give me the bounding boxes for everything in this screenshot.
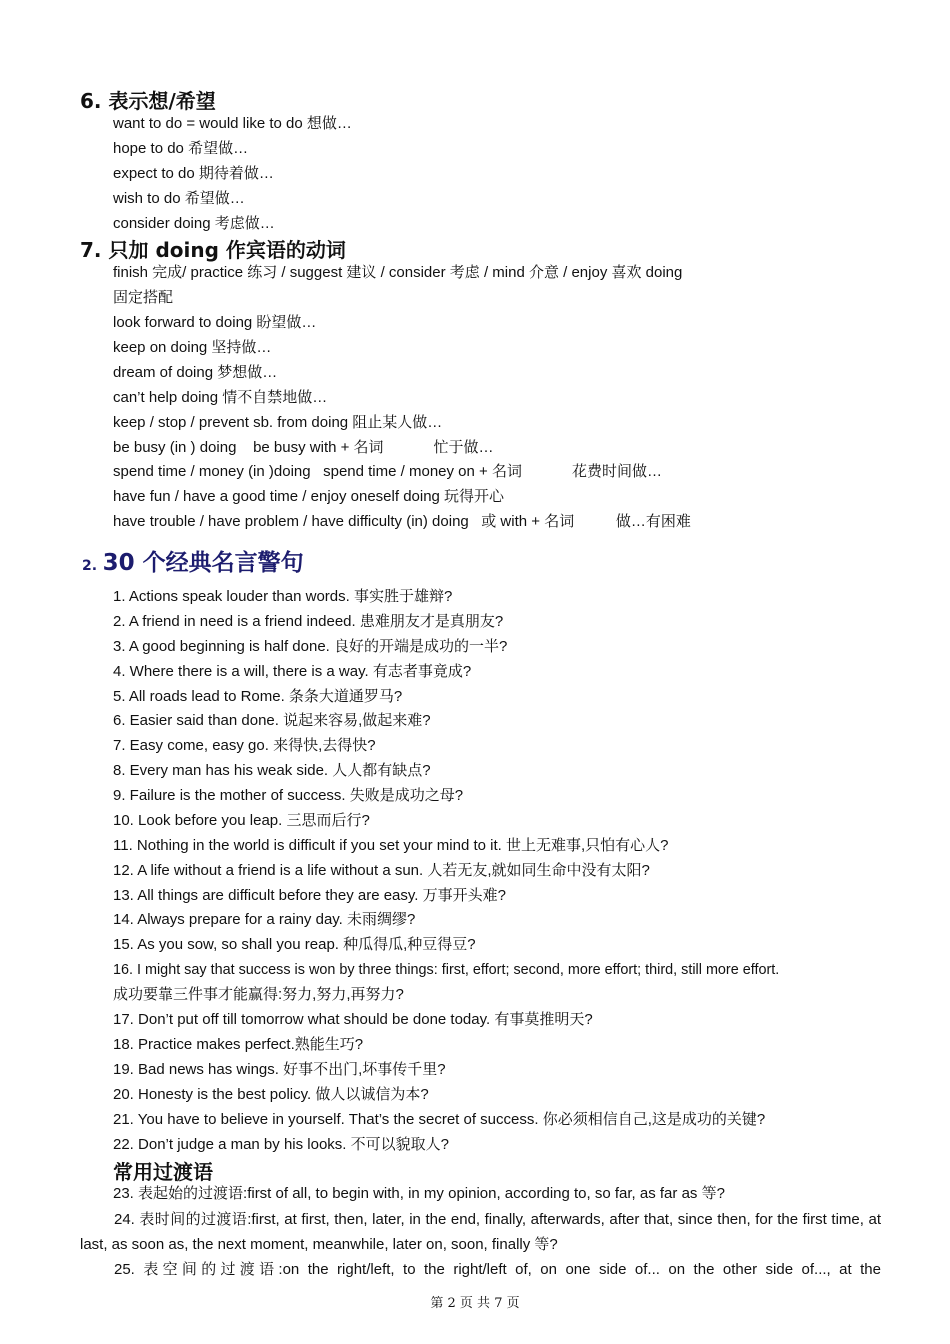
- quote-item: 5. All roads lead to Rome. 条条大道通罗马?: [113, 688, 403, 705]
- transition-item: 25. 表空间的过渡语:on the right/left, to the right/left of, on one side of... on the other side of..., at the: [114, 1261, 881, 1278]
- section-7-heading: 7. 只加 doing 作宾语的动词: [80, 238, 346, 262]
- quote-item: 成功要靠三件事才能赢得:努力,努力,再努力?: [113, 986, 404, 1003]
- quote-item: 3. A good beginning is half done. 良好的开端是成功的一半?: [113, 638, 508, 655]
- transitions-heading: 常用过渡语: [113, 1160, 213, 1184]
- quote-item: 17. Don’t put off till tomorrow what should be done today. 有事莫推明天?: [113, 1011, 593, 1028]
- quote-item: 6. Easier said than done. 说起来容易,做起来难?: [113, 712, 431, 729]
- section-7-line: be busy (in ) doing be busy with + 名词 忙于做…: [113, 439, 494, 456]
- quotes-section-title: 30 个经典名言警句: [102, 550, 304, 576]
- quote-item: 4. Where there is a will, there is a way. 有志者事竟成?: [113, 663, 472, 680]
- section-6-line: expect to do 期待着做…: [113, 165, 274, 182]
- quote-item: 8. Every man has his weak side. 人人都有缺点?: [113, 762, 431, 779]
- quotes-section-heading: [82, 544, 304, 577]
- quote-item: 20. Honesty is the best policy. 做人以诚信为本?: [113, 1086, 429, 1103]
- section-7-line: can’t help doing 情不自禁地做…: [113, 389, 328, 406]
- section-7-line: keep / stop / prevent sb. from doing 阻止某人做…: [113, 414, 443, 431]
- section-7-line: dream of doing 梦想做…: [113, 364, 278, 381]
- section-6-line: hope to do 希望做…: [113, 140, 249, 157]
- quote-item: 7. Easy come, easy go. 来得快,去得快?: [113, 737, 376, 754]
- quote-item: 18. Practice makes perfect.熟能生巧?: [113, 1036, 364, 1053]
- section-7-line: have trouble / have problem / have difficulty (in) doing 或 with + 名词 做…有困难: [113, 513, 691, 530]
- transition-item: 24. 表时间的过渡语:first, at first, then, later, in the end, finally, afterwards, after that, since then, for the first time, at last, as soon as, the next moment, meanwhile, later on, soon, finally 等?: [80, 1211, 881, 1253]
- section-6-line: consider doing 考虑做…: [113, 215, 275, 232]
- quote-item: 10. Look before you leap. 三思而后行?: [113, 812, 370, 829]
- section-7-line: finish 完成/ practice 练习 / suggest 建议 / consider 考虑 / mind 介意 / enjoy 喜欢 doing: [113, 264, 683, 281]
- section-7-line: spend time / money (in )doing spend time / money on + 名词 花费时间做…: [113, 463, 662, 480]
- quote-item: 2. A friend in need is a friend indeed. 患难朋友才是真朋友?: [113, 613, 504, 630]
- quote-item: 9. Failure is the mother of success. 失败是成功之母?: [113, 787, 464, 804]
- quote-item: 1. Actions speak louder than words. 事实胜于雄辩?: [113, 588, 453, 605]
- section-7-line: 固定搭配: [113, 289, 174, 306]
- quote-item: 11. Nothing in the world is difficult if you set your mind to it. 世上无难事,只怕有心人?: [113, 837, 669, 854]
- quote-item: 12. A life without a friend is a life without a sun. 人若无友,就如同生命中没有太阳?: [113, 862, 650, 879]
- quote-item: 16. I might say that success is won by three things: first, effort; second, more effort; third, still more effort.: [113, 962, 780, 978]
- section-7-line: look forward to doing 盼望做…: [113, 314, 317, 331]
- section-7-line: keep on doing 坚持做…: [113, 339, 272, 356]
- quote-item: 13. All things are difficult before they are easy. 万事开头难?: [113, 887, 506, 904]
- quote-item: 14. Always prepare for a rainy day. 未雨绸缪?: [113, 911, 416, 928]
- quote-item: 19. Bad news has wings. 好事不出门,坏事传千里?: [113, 1061, 446, 1078]
- quotes-section-number: 2.: [82, 558, 98, 574]
- section-6-heading: 6. 表示想/希望: [80, 89, 216, 113]
- quote-item: 15. As you sow, so shall you reap. 种瓜得瓜,种豆得豆?: [113, 936, 476, 953]
- quote-item: 21. You have to believe in yourself. That’s the secret of success. 你必须相信自己,这是成功的关键?: [113, 1111, 766, 1128]
- page-footer: 第 2 页 共 7 页: [430, 1296, 520, 1311]
- quote-item: 22. Don’t judge a man by his looks. 不可以貌取人?: [113, 1136, 449, 1153]
- section-6-line: want to do = would like to do 想做…: [113, 115, 352, 132]
- transition-item: 23. 表起始的过渡语:first of all, to begin with, in my opinion, according to, so far, as far as 等?: [113, 1185, 725, 1202]
- section-6-line: wish to do 希望做…: [113, 190, 245, 207]
- section-7-line: have fun / have a good time / enjoy oneself doing 玩得开心: [113, 488, 505, 505]
